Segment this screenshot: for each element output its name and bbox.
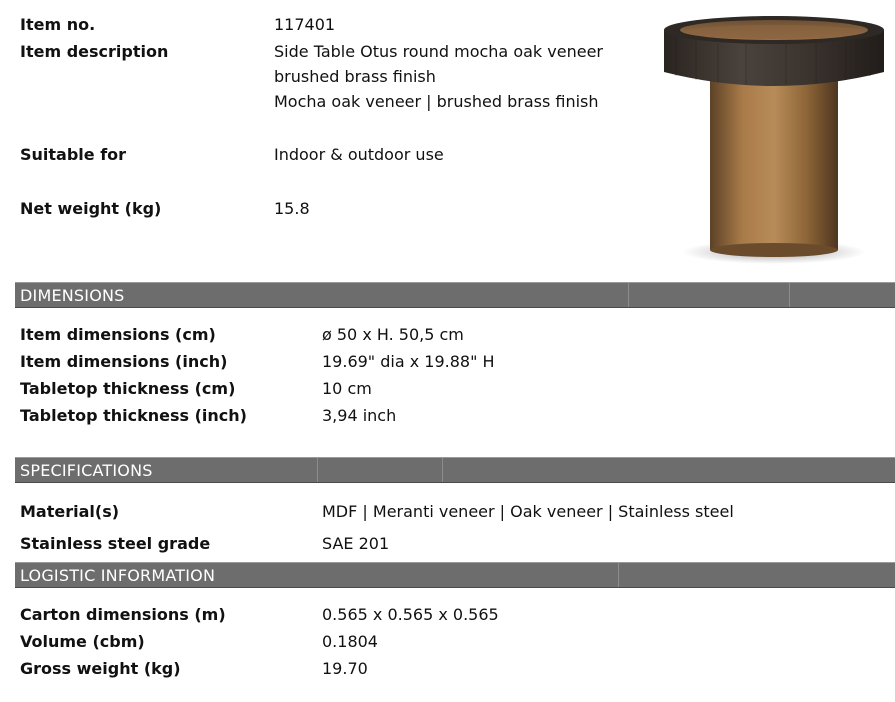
dimensions-title: DIMENSIONS: [20, 286, 125, 305]
net-weight-value: 15.8: [274, 199, 310, 218]
logistic-value: 19.70: [322, 659, 368, 678]
dimension-value: 3,94 inch: [322, 406, 397, 425]
logistic-value: 0.565 x 0.565 x 0.565: [322, 605, 499, 624]
specifications-section-header: [15, 457, 895, 483]
logistic-section-header: [15, 562, 895, 588]
logistic-label: Gross weight (kg): [20, 659, 181, 678]
dimensions-section-header: [15, 282, 895, 308]
item-description-line-3: Mocha oak veneer | brushed brass finish: [274, 92, 599, 111]
dimension-label: Tabletop thickness (inch): [20, 406, 247, 425]
header-divider: [442, 458, 443, 482]
suitable-for-value: Indoor & outdoor use: [274, 145, 444, 164]
item-description-line-1: Side Table Otus round mocha oak veneer: [274, 42, 603, 61]
dimension-value: 10 cm: [322, 379, 372, 398]
dimension-value: ø 50 x H. 50,5 cm: [322, 325, 464, 344]
specification-label: Stainless steel grade: [20, 534, 211, 553]
logistic-label: Volume (cbm): [20, 632, 145, 651]
header-divider: [789, 283, 790, 307]
header-divider: [317, 458, 318, 482]
specifications-title: SPECIFICATIONS: [20, 461, 153, 480]
dimension-value: 19.69" dia x 19.88" H: [322, 352, 495, 371]
specification-value: SAE 201: [322, 534, 390, 553]
specification-label: Material(s): [20, 502, 120, 521]
item-description-line-2: brushed brass finish: [274, 67, 436, 86]
logistic-value: 0.1804: [322, 632, 378, 651]
header-divider: [628, 283, 629, 307]
net-weight-label: Net weight (kg): [20, 199, 162, 218]
item-no-value: 117401: [274, 15, 336, 34]
side-table-product-photo: [656, 8, 890, 268]
specification-value: MDF | Meranti veneer | Oak veneer | Stainless steel: [322, 502, 734, 521]
dimension-label: Item dimensions (inch): [20, 352, 228, 371]
suitable-for-label: Suitable for: [20, 145, 127, 164]
item-description-label: Item description: [20, 42, 169, 61]
item-no-label: Item no.: [20, 15, 96, 34]
dimension-label: Tabletop thickness (cm): [20, 379, 236, 398]
logistic-label: Carton dimensions (m): [20, 605, 226, 624]
logistic-title: LOGISTIC INFORMATION: [20, 566, 216, 585]
dimension-label: Item dimensions (cm): [20, 325, 216, 344]
header-divider: [618, 563, 619, 587]
